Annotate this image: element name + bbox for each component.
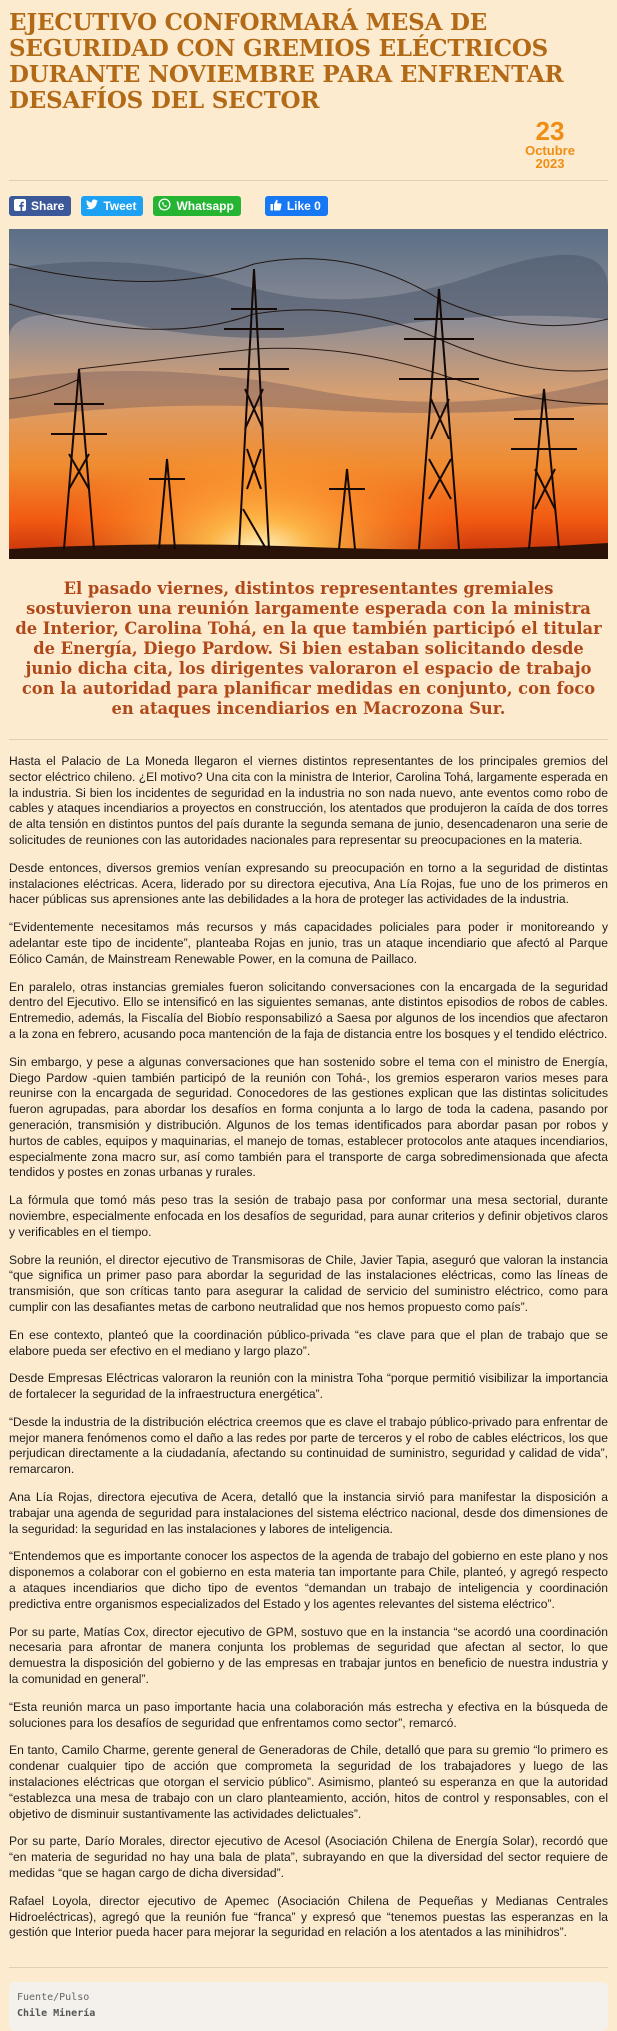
divider	[9, 180, 608, 181]
facebook-like-label: Like 0	[286, 199, 321, 213]
share-bar	[9, 195, 608, 217]
article-title: EJECUTIVO CONFORMARÁ MESA DE SEGURIDAD CON GREMIOS ELÉCTRICOS DURANTE NOVIEMBRE PARA ENFRENTAR DESAFÍOS DEL SECTOR	[9, 9, 564, 114]
twitter-icon	[86, 199, 98, 213]
whatsapp-share-label: Whatsapp	[176, 199, 234, 213]
whatsapp-share-button[interactable]	[153, 196, 240, 216]
article-paragraph: “Esta reunión marca un paso importante hacia una colaboración más estrecha y efectiva en la búsqueda de soluciones para los desafíos de seguridad que enfrentamos como sector”, remarcó.	[9, 1699, 608, 1730]
article-paragraph: En ese contexto, planteó que la coordinación público-privada “es clave para que el plan de trabajo que se elabore pueda ser efectivo en el mediano y largo plazo”.	[9, 1327, 608, 1358]
twitter-tweet-button[interactable]	[81, 196, 143, 216]
article-paragraph: Desde Empresas Eléctricas valoraron la reunión con la ministra Toha “porque permitió visibilizar la importancia de fortalecer la seguridad de la infraestructura energética”.	[9, 1371, 608, 1402]
thumbs-up-icon	[270, 199, 282, 214]
article-paragraph: En paralelo, otras instancias gremiales fueron solicitando conversaciones con la encargada de la seguridad dentro del Ejecutivo. Ello se intensificó en las siguientes semanas, ante distintos episodios de robos de cables. Entremedio, además, la Fiscalía del Biobío responsabilizó a Saesa por algunos de los incendios que afectaron a la zona en febrero, acusando poca mantención de la faja de distancia entre los bosques y el tendido eléctrico.	[9, 979, 608, 1041]
whatsapp-icon	[158, 198, 171, 214]
article-paragraph: “Evidentemente necesitamos más recursos y más capacidades policiales para poder ir monitoreando y adelantar este tipo de incidente”, planteaba Rojas en junio, tras un ataque incendiario que afectó al Parque Eólico Camán, de Mainstream Renewable Power, en la comuna de Paillaco.	[9, 920, 608, 966]
facebook-share-label: Share	[31, 199, 65, 213]
divider	[9, 1967, 608, 1968]
article-paragraph: La fórmula que tomó más peso tras la sesión de trabajo pasa por conformar una mesa sectorial, durante noviembre, especialmente enfocada en los desafíos de seguridad, para aunar criterios y definir objetivos claros y verificables en el tiempo.	[9, 1193, 608, 1239]
source-site: Chile Minería	[17, 2008, 96, 2020]
power-lines-sunset-image	[9, 229, 608, 559]
article-paragraph: Por su parte, Matías Cox, director ejecutivo de GPM, sostuvo que en la instancia “se acordó una coordinación necesaria para afrontar de manera conjunta los problemas de seguridad que afectan al sector, lo que demuestra la disposición del gobierno y de las empresas en trabajar juntos en beneficio de nuestra industria y la comunidad en general”.	[9, 1624, 608, 1687]
twitter-tweet-label: Tweet	[103, 199, 137, 213]
divider	[9, 739, 608, 740]
article-lead: El pasado viernes, distintos representantes gremiales sostuvieron una reunión largamente esperada con la ministra de Interior, Carolina Tohá, en la que también participó el titular de Energía, Diego Pardow. Si bien estaban solicitando desde junio dicha cita, los dirigentes valoraron el espacio de trabajo con la autoridad para planificar medidas en conjunto, con foco en ataques incendiarios en Macrozona Sur.	[15, 579, 602, 718]
date-day: 23	[535, 116, 565, 146]
article-paragraph: Desde entonces, diversos gremios venían expresando su preocupación en torno a la seguridad de distintas instalaciones eléctricas. Acera, liderado por su directora ejecutiva, Ana Lía Rojas, fue uno de los primeros en hacer públicas sus aprensiones ante las debilidades a la hora de proteger las actividades de la industria.	[9, 860, 608, 907]
article-paragraph: Sin embargo, y pese a algunas conversaciones que han sostenido sobre el tema con el ministro de Energía, Diego Pardow -quien también participó de la reunión con Tohá-, los gremios esperaron varios meses para reunirse con la encargada de seguridad. Conocedores de las gestiones explican que las distintas solicitudes fueron agrupadas, para abordar los desafíos en forma conjunta a lo largo de toda la cadena, pasando por generación, transmisión y distribución. Algunos de los temas identificados para abordar pasan por robos y hurtos de cables, equipos y maquinarias, el manejo de tomas, establecer protocolos ante ataques incendiarios, especialmente zona macro sur, así como también para el transporte de carga sobredimensionada que afecta tendidos y postes en zonas urbanas y rurales.	[9, 1054, 608, 1180]
source-box	[9, 1982, 608, 2031]
article-paragraph: Hasta el Palacio de La Moneda llegaron el viernes distintos representantes de los principales gremios del sector eléctrico chileno. ¿El motivo? Una cita con la ministra de Interior, Carolina Tohá, largamente esperada en la industria. Si bien los incidentes de seguridad en la industria no son nada nuevo, ante eventos como robo de cables y ataques incendiarios a proyectos en construcción, los atentados que produjeron la caída de dos torres de alta tensión en distintos puntos del país durante la segunda semana de junio, desencadenaron una serie de solicitudes de reuniones con las autoridades nacionales para representar su preocupaciones en la materia.	[9, 754, 608, 847]
article-paragraph: Ana Lía Rojas, directora ejecutiva de Acera, detalló que la instancia sirvió para manifestar la disposición a trabajar una agenda de seguridad para instalaciones del sistema eléctrico nacional, desde dos dimensiones de la seguridad: la seguridad en las instalaciones y labores de inteligencia.	[9, 1490, 608, 1536]
article-paragraph: En tanto, Camilo Charme, gerente general de Generadoras de Chile, detalló que para su gremio “lo primero es condenar cualquier tipo de acción que comprometa la seguridad de los trabajadores y luego de las instalaciones eléctricas que otorgan el servicio público”. Asimismo, planteó su esperanza en que la autoridad “establezca una mesa de trabajo con un claro planteamiento, acción, hitos de control y responsables, con el objetivo de disminuir sustantivamente las actividades delictuales”.	[9, 1743, 608, 1821]
article-body	[9, 754, 608, 1941]
facebook-share-button[interactable]	[9, 196, 71, 216]
source-label: Fuente/Pulso	[17, 1992, 90, 2004]
article-date	[9, 118, 608, 170]
article-paragraph: “Desde la industria de la distribución eléctrica creemos que es clave el trabajo público-privado para enfrentar de mejor manera fenómenos como el daño a las redes por parte de terceros y el robo de cables eléctricos, los que perjudican directamente a la ciudadanía, afectando su continuidad de suministro, seguridad y calidad de vida”, remarcaron.	[9, 1414, 608, 1477]
facebook-like-button[interactable]	[265, 196, 328, 216]
date-year: 2023	[535, 156, 565, 171]
article-paragraph: Rafael Loyola, director ejecutivo de Apemec (Asociación Chilena de Pequeñas y Medianas Centrales Hidroeléctricas), agregó que la reunión fue “franca” y expresó que “tenemos puestas las esperanzas en la gestión que Interior pueda hacer para mejorar la seguridad en relación a los atentados a las minihidros”.	[9, 1893, 608, 1940]
article-paragraph: “Entendemos que es importante conocer los aspectos de la agenda de trabajo del gobierno en este plano y nos disponemos a colaborar con el gobierno en esta materia tan importante para Chile, planteó, y agregó respecto a ataques incendiarios que dicho tipo de eventos “demandan un trabajo de inteligencia y coordinación predictiva entre organismos especializados del Estado y los agentes relevantes del sistema eléctrico”.	[9, 1549, 608, 1611]
article-paragraph: Por su parte, Darío Morales, director ejecutivo de Acesol (Asociación Chilena de Energía Solar), recordó que “en materia de seguridad no hay una bala de plata”, subrayando en que la diversidad del sector requiere de medidas “que se hagan cargo de dicha diversidad”.	[9, 1834, 608, 1881]
article-paragraph: Sobre la reunión, el director ejecutivo de Transmisoras de Chile, Javier Tapia, aseguró que valoran la instancia “que significa un primer paso para abordar la seguridad de las instalaciones eléctricas, como las líneas de transmisión, que son críticas tanto para asegurar la calidad de servicio del suministro eléctrico, como para cumplir con las desafiantes metas de carbono neutralidad que nos hemos propuesto como país”.	[9, 1252, 608, 1314]
date-month: Octubre	[525, 143, 575, 158]
facebook-icon	[14, 199, 26, 214]
